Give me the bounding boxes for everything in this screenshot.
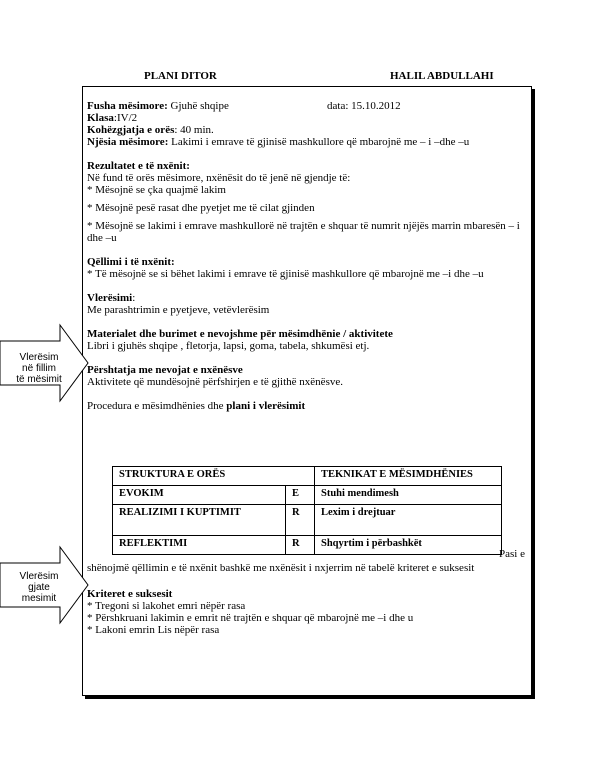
table-header-row — [113, 467, 502, 486]
koha-value: : 40 min. — [174, 124, 214, 136]
side-note-first-line-2: në fillim — [22, 363, 56, 374]
table-header-cell: TEKNIKAT E MËSIMDHËNIES — [315, 467, 502, 486]
kriteret-item-3: * Lakoni emrin Lis nëpër rasa — [87, 624, 220, 636]
njesia-label: Njësia mësimore: — [87, 136, 169, 148]
table-row — [113, 505, 502, 536]
fusha-value: Gjuhë shqipe — [167, 100, 229, 112]
procedura-bold: plani i vlerësimit — [226, 400, 306, 412]
table-cell: Lexim i drejtuar — [315, 505, 502, 536]
koha-line — [87, 124, 527, 136]
table-cell: REALIZIMI I KUPTIMIT — [113, 505, 286, 536]
klasa-line — [87, 112, 527, 124]
materialet-text: Libri i gjuhës shqipe , fletorja, lapsi, goma, tabela, shkumësi etj. — [87, 340, 370, 352]
main-content — [87, 100, 527, 412]
vleresimi-title: Vlerësimi — [87, 292, 133, 304]
side-note-first — [0, 323, 90, 403]
fusha-label: Fusha mësimore: — [87, 100, 168, 112]
table-cell: R — [286, 536, 315, 555]
njesia-value: Lakimi i emrave të gjinisë mashkullore që mbarojnë me – i –dhe –u — [168, 136, 470, 148]
vleresimi-text: Me parashtrimin e pyetjeve, vetëvlerësim — [87, 304, 270, 316]
procedura-line — [87, 400, 527, 412]
pershtatja-text: Aktivitete që mundësojnë përfshirjen e të gjithë nxënësve. — [87, 376, 343, 388]
doc-header-right: HALIL ABDULLAHI — [390, 70, 494, 82]
vleresimi-colon: : — [132, 292, 136, 304]
materialet-title: Materialet dhe burimet e nevojshme për mësimdhënie / aktivitete — [87, 328, 393, 340]
kriteret-item-2: * Përshkruani lakimin e emrit në trajtën e shquar që mbarojnë me –i dhe u — [87, 612, 414, 624]
klasa-value: :IV/2 — [113, 112, 138, 124]
koha-label: Kohëzgjatja e orës — [87, 124, 175, 136]
rezultatet-item-2: * Mësojnë pesë rasat dhe pyetjet me të cilat gjinden — [87, 202, 315, 214]
rezultatet-title: Rezultatet e të nxënit: — [87, 160, 190, 172]
table-row — [113, 486, 502, 505]
qellimi-title: Qëllimi i të nxënit: — [87, 256, 175, 268]
table-cell: EVOKIM — [113, 486, 286, 505]
side-note-second — [0, 545, 90, 625]
table-header-cell: STRUKTURA E ORËS — [113, 467, 315, 486]
side-note-second-line-2: gjate — [28, 582, 50, 593]
table-cell: R — [286, 505, 315, 536]
qellimi-text: * Të mësojnë se si bëhet lakimi i emrave të gjinisë mashkullore që mbarojnë me –i dhe –u — [87, 268, 484, 280]
doc-header-left: PLANI DITOR — [144, 70, 217, 82]
table-cell: Stuhi mendimesh — [315, 486, 502, 505]
kriteret-item-1: * Tregoni si lakohet emri nëpër rasa — [87, 600, 246, 612]
pasi-e-text: Pasi e — [499, 548, 525, 560]
table-cell: Shqyrtim i përbashkët — [315, 536, 502, 555]
klasa-label: Klasa — [87, 112, 114, 124]
rezultatet-intro: Në fund të orës mësimore, nxënësit do të jenë në gjendje të: — [87, 172, 351, 184]
kriteret-title: Kriteret e suksesit — [87, 588, 173, 600]
side-note-second-line-1: Vlerësim — [19, 571, 59, 582]
rezultatet-item-1: * Mësojnë se çka quajmë lakim — [87, 184, 226, 196]
table-cell: REFLEKTIMI — [113, 536, 286, 555]
structure-table — [112, 466, 502, 555]
after-table-line: shënojmë qëllimin e të nxënit bashkë me nxënësit i nxjerrim në tabelë kriteret e suksesit — [87, 562, 475, 574]
fusha-line — [87, 100, 527, 112]
rezultatet-item-3: * Mësojnë se lakimi i emrave mashkullorë në trajtën e shquar të numrit njëjës marrin mbaresën – i dhe –u — [87, 220, 520, 244]
table-cell: E — [286, 486, 315, 505]
date-text: data: 15.10.2012 — [327, 100, 401, 112]
table-row — [113, 536, 502, 555]
procedura-text: Procedura e mësimdhënies dhe — [87, 400, 227, 412]
side-note-first-line-1: Vlerësim — [19, 352, 59, 363]
njesia-line — [87, 136, 527, 148]
pershtatja-title: Përshtatja me nevojat e nxënësve — [87, 364, 243, 376]
side-note-second-line-3: mesimit — [21, 593, 57, 604]
side-note-first-line-3: të mësimit — [16, 374, 62, 385]
